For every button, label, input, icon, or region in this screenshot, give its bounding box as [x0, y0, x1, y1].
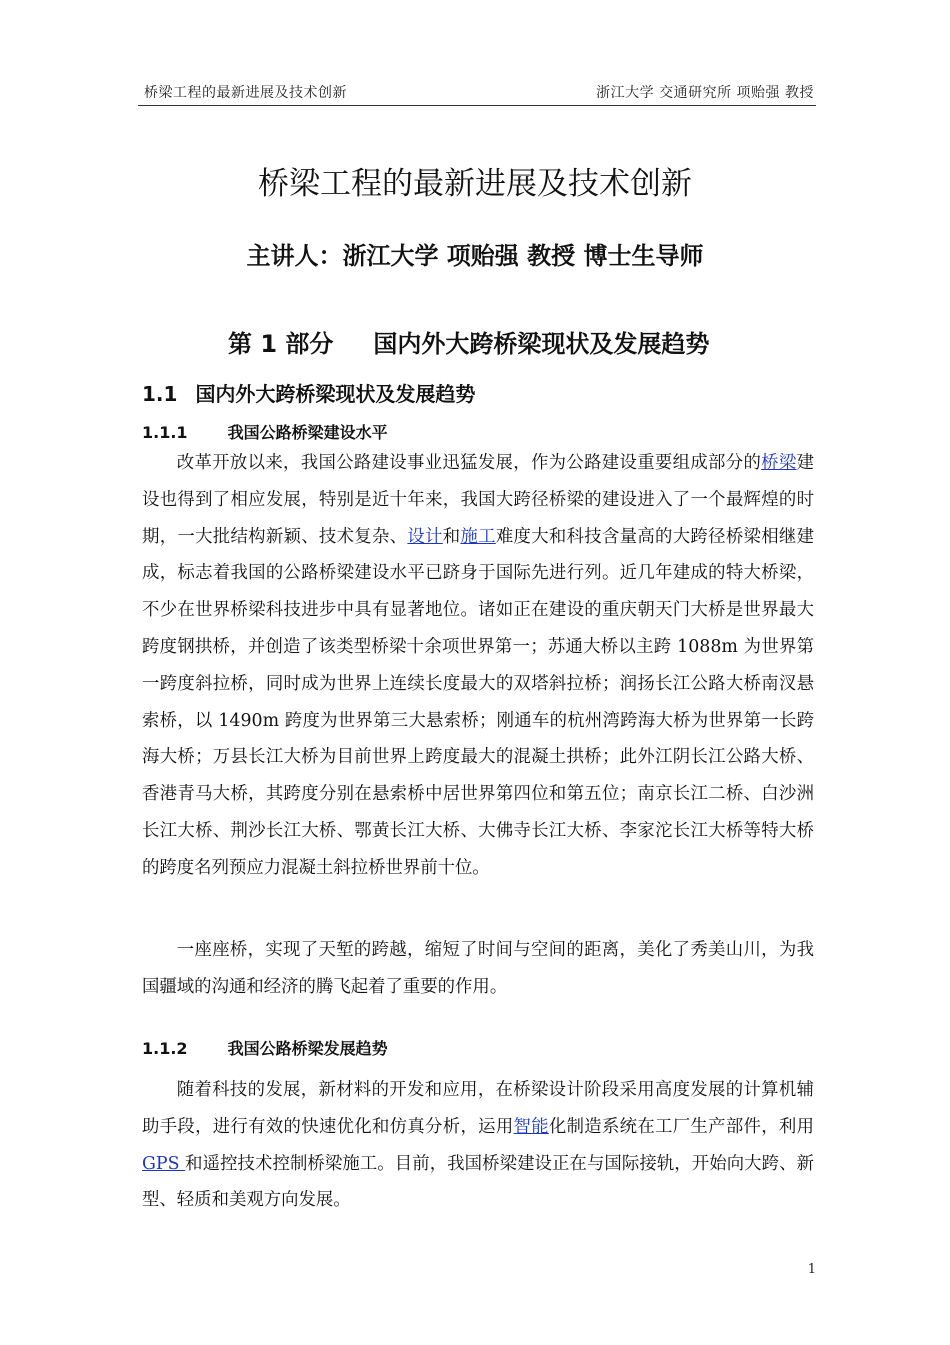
- header-divider: [138, 105, 816, 106]
- link-gps[interactable]: GPS: [142, 1153, 186, 1174]
- paragraph-bridge-level: [142, 445, 814, 887]
- running-header-author: 浙江大学 交通研究所 项贻强 教授: [596, 85, 814, 101]
- part-number: 第 1 部分: [228, 330, 334, 358]
- link-construction[interactable]: 施工: [460, 526, 496, 547]
- section-heading-1-1: [142, 378, 475, 407]
- speaker-line: 主讲人：浙江大学 项贻强 教授 博士生导师: [246, 241, 704, 270]
- section-number: 1.1: [142, 382, 178, 406]
- link-design[interactable]: 设计: [407, 526, 443, 547]
- section-number: 1.1.2: [142, 1039, 188, 1058]
- section-heading-1-1-1: [142, 420, 388, 443]
- section-heading-1-1-2: [142, 1036, 388, 1059]
- text-run: 和遥控技术控制桥梁施工。目前，我国桥梁建设正在与国际接轨，开始向大跨、新型、轻质和美观方向发展。: [142, 1153, 814, 1211]
- text-run: 难度大和科技含量高的大跨径桥梁相继建成，标志着我国的公路桥梁建设水平已跻身于国际先进行列。近几年建成的特大桥梁，不少在世界桥梁科技进步中具有显著地位。诸如正在建设的重庆朝天门大桥是世界最大跨度钢拱桥，并创造了该类型桥梁十余项世界第一；苏通大桥以主跨 1088m 为世界第一跨度斜拉桥，同时成为世界上连续长度最大的双塔斜拉桥；润扬长江公路大桥南汊悬索桥，以 1490m 跨度为世界第三大悬索桥；刚通车的杭州湾跨海大桥为世界第一长跨海大桥；万县长江大桥为目前世界上跨度最大的混凝土拱桥；此外江阴长江公路大桥、香港青马大桥，其跨度分别在悬索桥中居世界第四位和第五位；南京长江二桥、白沙洲长江大桥、荆沙长江大桥、鄂黄长江大桥、大佛寺长江大桥、李家沱长江大桥等特大桥的跨度名列预应力混凝土斜拉桥世界前十位。: [142, 526, 814, 878]
- text-run: 化制造系统在工厂生产部件，利用: [548, 1116, 814, 1137]
- text-run: 和: [442, 526, 461, 547]
- section-number: 1.1.1: [142, 423, 188, 442]
- running-header-title: 桥梁工程的最新进展及技术创新: [144, 85, 347, 101]
- page-number: 1: [807, 1262, 816, 1277]
- text-run: 改革开放以来，我国公路建设事业迅猛发展，作为公路建设重要组成部分的: [176, 453, 762, 473]
- section-title: 我国公路桥梁发展趋势: [227, 1039, 388, 1058]
- paragraph-bridge-impact: 一座座桥，实现了天堑的跨越，缩短了时间与空间的距离，美化了秀美山川，为我国疆域的沟通和经济的腾飞起着了重要的作用。: [142, 940, 814, 997]
- section-title: 国内外大跨桥梁现状及发展趋势: [195, 382, 476, 406]
- paragraph-development-trend: [142, 1072, 814, 1219]
- section-title: 我国公路桥梁建设水平: [227, 423, 388, 442]
- part-heading: [228, 324, 709, 359]
- text-run: 建设也得到了相应发展，特别是近十年来，我国大跨径桥梁的建设进入了一个最辉煌的时期，一大批结构新颖、技术复杂、: [142, 453, 814, 547]
- link-smart[interactable]: 智能: [513, 1116, 549, 1137]
- link-bridge[interactable]: 桥梁: [761, 453, 797, 473]
- text-run: 随着科技的发展，新材料的开发和应用，在桥梁设计阶段采用高度发展的计算机辅助手段，进行有效的快速优化和仿真分析，运用: [142, 1080, 814, 1137]
- document-title: 桥梁工程的最新进展及技术创新: [258, 166, 692, 202]
- part-title: 国内外大跨桥梁现状及发展趋势: [373, 330, 710, 358]
